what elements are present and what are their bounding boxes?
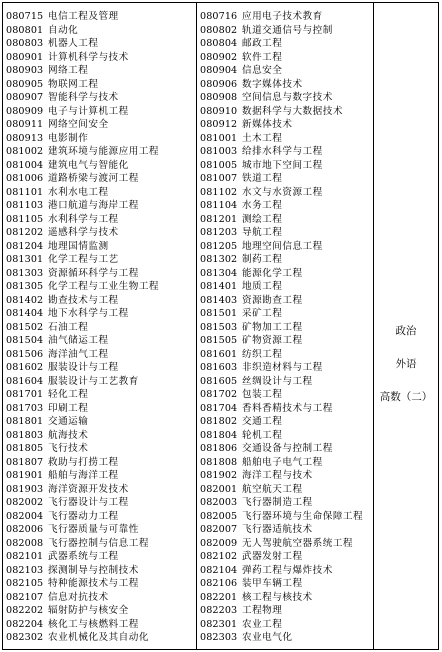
major-name: 电影制作 (48, 132, 89, 144)
major-row (197, 456, 373, 470)
major-column-right (197, 3, 374, 649)
major-row (197, 375, 373, 389)
major-name: 服装设计与工艺教育 (48, 375, 139, 387)
major-name: 电子与计算机工程 (48, 105, 129, 117)
major-row (3, 64, 196, 78)
major-name: 机器人工程 (48, 38, 99, 49)
major-row (197, 429, 373, 443)
major-code: 082201 (200, 591, 238, 603)
major-row (197, 78, 373, 92)
major-row (3, 402, 196, 416)
major-code: 082002 (6, 497, 44, 508)
major-code: 081703 (6, 402, 44, 414)
major-code: 082004 (6, 510, 44, 522)
major-code: 082101 (6, 551, 44, 562)
major-code: 082204 (6, 618, 44, 630)
major-row (197, 604, 373, 618)
major-code: 081001 (200, 132, 238, 144)
major-code: 080802 (200, 24, 238, 36)
major-name: 电信工程及管理 (48, 11, 119, 22)
major-code: 081002 (6, 146, 44, 157)
major-row (197, 267, 373, 281)
major-code: 081504 (6, 335, 44, 346)
major-code: 082102 (200, 551, 238, 562)
major-code: 080804 (200, 38, 238, 49)
major-code: 081603 (200, 362, 238, 373)
major-code: 081205 (200, 240, 238, 252)
major-name: 印刷工程 (48, 402, 89, 414)
exam-subjects (374, 321, 438, 420)
major-row (197, 564, 373, 578)
major-row (3, 294, 196, 308)
major-row (197, 280, 373, 294)
major-name: 农业工程 (242, 618, 283, 630)
major-name: 水利水电工程 (48, 186, 109, 198)
major-code: 081006 (6, 173, 44, 184)
major-code: 081604 (6, 375, 44, 387)
major-name: 地理空间信息工程 (242, 240, 323, 252)
major-name: 航空航天工程 (242, 483, 303, 495)
major-row (197, 523, 373, 537)
major-code: 081401 (200, 281, 238, 292)
major-row (3, 577, 196, 591)
major-row (197, 415, 373, 429)
major-name: 救助与打捞工程 (48, 456, 119, 468)
major-row (197, 618, 373, 632)
major-code: 081103 (6, 200, 44, 211)
major-row (197, 145, 373, 159)
major-name: 空间信息与数字技术 (242, 92, 333, 103)
major-code: 080909 (6, 105, 44, 117)
major-code: 081302 (200, 254, 238, 265)
major-code: 082301 (200, 618, 238, 630)
major-code: 081304 (200, 267, 238, 279)
major-row (197, 348, 373, 362)
major-name: 航海技术 (48, 429, 89, 441)
major-code: 080903 (6, 65, 44, 76)
major-code: 081203 (200, 227, 238, 238)
major-name: 飞行器环境与生命保障工程 (242, 510, 364, 522)
major-row (3, 550, 196, 564)
major-row (197, 510, 373, 524)
major-name: 工程物理 (242, 605, 283, 616)
major-row (3, 456, 196, 470)
major-code: 081805 (6, 443, 44, 454)
major-name: 农业机械化及其自动化 (48, 632, 149, 643)
major-row (3, 496, 196, 510)
major-code: 081101 (6, 186, 44, 198)
major-name: 无人驾驶航空器系统工程 (242, 537, 354, 549)
major-code: 081105 (6, 213, 44, 225)
major-code: 081506 (6, 348, 44, 360)
major-name: 勘查技术与工程 (48, 294, 119, 306)
major-row (197, 10, 373, 24)
major-name: 探测制导与控制技术 (48, 564, 139, 576)
major-name: 装甲车辆工程 (242, 578, 303, 589)
major-row (3, 253, 196, 267)
major-row (197, 132, 373, 146)
major-name: 交通工程 (242, 416, 283, 427)
major-name: 新媒体技术 (242, 119, 293, 130)
major-row (3, 591, 196, 605)
major-name: 软件工程 (242, 51, 283, 63)
major-name: 核工程与核技术 (242, 591, 313, 603)
major-name: 轻化工程 (48, 389, 89, 400)
major-row (3, 267, 196, 281)
major-row (3, 442, 196, 456)
major-name: 交通设备与控制工程 (242, 443, 333, 454)
major-row (197, 64, 373, 78)
major-code: 080801 (6, 24, 44, 36)
major-code: 080910 (200, 105, 238, 117)
major-row (3, 10, 196, 24)
major-code: 081201 (200, 213, 238, 225)
major-row (3, 199, 196, 213)
major-row (3, 415, 196, 429)
major-name: 自动化 (48, 24, 79, 36)
major-code: 081004 (6, 159, 44, 171)
major-name: 测绘工程 (242, 213, 283, 225)
major-code: 081804 (200, 429, 238, 441)
major-row (3, 159, 196, 173)
major-name: 海洋工程与技术 (242, 470, 313, 481)
major-column-left (3, 3, 197, 649)
major-code: 081802 (200, 416, 238, 427)
major-name: 资源循环科学与工程 (48, 267, 139, 279)
major-row (3, 118, 196, 132)
major-name: 遥感科学与技术 (48, 227, 119, 238)
major-code: 081102 (200, 186, 238, 198)
major-row (3, 631, 196, 645)
major-name: 轮机工程 (242, 429, 283, 441)
major-name: 石油工程 (48, 321, 89, 333)
major-name: 数字媒体技术 (242, 78, 303, 90)
major-code: 081202 (6, 227, 44, 238)
major-name: 邮政工程 (242, 38, 283, 49)
major-row (197, 159, 373, 173)
major-name: 导航工程 (242, 227, 283, 238)
major-code: 081007 (200, 173, 238, 184)
major-name: 弹药工程与爆炸技术 (242, 564, 333, 576)
major-name: 飞行器设计与工程 (48, 497, 129, 508)
major-code: 082104 (200, 564, 238, 576)
major-code: 081806 (200, 443, 238, 454)
major-name: 计算机科学与技术 (48, 51, 129, 63)
major-code: 081602 (6, 362, 44, 373)
major-row (197, 51, 373, 65)
major-row (3, 105, 196, 119)
major-code: 081501 (200, 308, 238, 319)
major-name: 纺织工程 (242, 348, 283, 360)
major-code: 082303 (200, 632, 238, 643)
major-name: 武器系统与工程 (48, 551, 119, 562)
major-name: 港口航道与海岸工程 (48, 200, 139, 211)
major-row (197, 631, 373, 645)
major-row (197, 199, 373, 213)
major-name: 地理国情监测 (48, 240, 109, 252)
major-code: 081204 (6, 240, 44, 252)
major-code: 080902 (200, 51, 238, 63)
major-row (197, 402, 373, 416)
major-row (3, 375, 196, 389)
major-name: 矿物加工工程 (242, 321, 303, 333)
major-name: 给排水科学与工程 (242, 146, 323, 157)
major-name: 飞行技术 (48, 443, 89, 454)
major-row (3, 388, 196, 402)
major-row (3, 523, 196, 537)
major-name: 制药工程 (242, 254, 283, 265)
major-code: 080901 (6, 51, 44, 63)
major-row (197, 240, 373, 254)
major-row (3, 483, 196, 497)
major-code: 082105 (6, 578, 44, 589)
major-row (3, 226, 196, 240)
major-name: 应用电子技术教育 (242, 11, 323, 22)
major-code: 080907 (6, 92, 44, 103)
major-name: 服装设计与工程 (48, 362, 119, 373)
major-code: 080912 (200, 119, 238, 130)
major-row (3, 604, 196, 618)
major-name: 非织造材料与工程 (242, 362, 323, 373)
major-row (3, 537, 196, 551)
major-name: 地下水科学与工程 (48, 308, 129, 319)
major-row (197, 469, 373, 483)
major-code: 081003 (200, 146, 238, 157)
major-name: 铁道工程 (242, 173, 283, 184)
major-name: 数据科学与大数据技术 (242, 105, 343, 117)
major-name: 特种能源技术与工程 (48, 578, 139, 589)
major-name: 飞行器质量与可靠性 (48, 524, 139, 535)
major-code: 082107 (6, 591, 44, 603)
major-row (197, 483, 373, 497)
major-name: 网络空间安全 (48, 119, 109, 130)
major-code: 081505 (200, 335, 238, 346)
major-code: 081404 (6, 308, 44, 319)
major-code: 081104 (200, 200, 238, 211)
major-table (2, 2, 439, 650)
major-row (197, 361, 373, 375)
major-name: 矿物资源工程 (242, 335, 303, 346)
subject-politics: 政治 (395, 325, 417, 337)
major-row (197, 91, 373, 105)
major-code: 081801 (6, 416, 44, 427)
major-row (3, 618, 196, 632)
major-code: 081704 (200, 402, 238, 414)
major-code: 081601 (200, 348, 238, 360)
major-code: 082003 (200, 497, 238, 508)
major-code: 082007 (200, 524, 238, 535)
major-name: 物联网工程 (48, 78, 99, 90)
major-code: 082103 (6, 564, 44, 576)
major-name: 轨道交通信号与控制 (242, 24, 333, 36)
major-code: 081803 (6, 429, 44, 441)
major-row (3, 91, 196, 105)
major-row (3, 172, 196, 186)
major-name: 海洋资源开发技术 (48, 483, 129, 495)
major-code: 081808 (200, 456, 238, 468)
major-name: 能源化学工程 (242, 267, 303, 279)
major-name: 资源勘查工程 (242, 294, 303, 306)
major-code: 081301 (6, 254, 44, 265)
major-name: 建筑电气与智能化 (48, 159, 129, 171)
major-row (3, 132, 196, 146)
major-code: 081903 (6, 483, 44, 495)
major-code: 081303 (6, 267, 44, 279)
major-code: 082009 (200, 537, 238, 549)
major-code: 082001 (200, 483, 238, 495)
major-row (3, 186, 196, 200)
major-name: 武器发射工程 (242, 551, 303, 562)
major-name: 辐射防护与核安全 (48, 605, 129, 616)
major-name: 水文与水资源工程 (242, 186, 323, 198)
major-name: 水务工程 (242, 200, 283, 211)
major-row (197, 550, 373, 564)
major-name: 交通运输 (48, 416, 89, 427)
major-code: 081503 (200, 321, 238, 333)
major-row (197, 537, 373, 551)
major-row (3, 429, 196, 443)
major-row (3, 78, 196, 92)
major-name: 土木工程 (242, 132, 283, 144)
major-code: 081005 (200, 159, 238, 171)
subject-advanced-math: 高数（二） (379, 391, 433, 403)
major-name: 农业电气化 (242, 632, 293, 643)
major-code: 080715 (6, 11, 44, 22)
major-code: 081502 (6, 321, 44, 333)
major-row (197, 577, 373, 591)
major-name: 水利科学与工程 (48, 213, 119, 225)
major-code: 080908 (200, 92, 238, 103)
major-code: 081305 (6, 281, 44, 292)
major-code: 082203 (200, 605, 238, 616)
major-name: 道路桥梁与渡河工程 (48, 173, 139, 184)
major-name: 丝绸设计与工程 (242, 375, 313, 387)
major-row (3, 334, 196, 348)
major-row (197, 213, 373, 227)
major-name: 智能科学与技术 (48, 92, 119, 103)
major-row (197, 24, 373, 38)
major-row (197, 321, 373, 335)
major-name: 城市地下空间工程 (242, 159, 323, 171)
major-code: 082106 (200, 578, 238, 589)
major-row (3, 321, 196, 335)
major-name: 飞行器动力工程 (48, 510, 119, 522)
major-name: 油气储运工程 (48, 335, 109, 346)
major-row (3, 24, 196, 38)
major-name: 网络工程 (48, 65, 89, 76)
major-code: 082006 (6, 524, 44, 535)
major-code: 080906 (200, 78, 238, 90)
major-row (3, 307, 196, 321)
major-code: 080911 (6, 119, 44, 130)
major-row (3, 37, 196, 51)
major-row (197, 105, 373, 119)
major-code: 081605 (200, 375, 238, 387)
major-name: 采矿工程 (242, 308, 283, 319)
major-row (3, 213, 196, 227)
major-code: 080913 (6, 132, 44, 144)
major-row (197, 118, 373, 132)
major-row (197, 388, 373, 402)
major-name: 船舶与海洋工程 (48, 470, 119, 481)
major-code: 081701 (6, 389, 44, 400)
major-row (3, 51, 196, 65)
major-name: 建筑环境与能源应用工程 (48, 146, 160, 157)
major-row (197, 591, 373, 605)
major-row (3, 280, 196, 294)
major-row (197, 442, 373, 456)
major-code: 082005 (200, 510, 238, 522)
major-name: 船舶电子电气工程 (242, 456, 323, 468)
major-row (3, 469, 196, 483)
major-row (3, 348, 196, 362)
major-code: 082302 (6, 632, 44, 643)
major-code: 080904 (200, 65, 238, 76)
major-name: 信息对抗技术 (48, 591, 109, 603)
major-code: 082008 (6, 537, 44, 549)
major-code: 081402 (6, 294, 44, 306)
major-name: 香料香精技术与工程 (242, 402, 333, 414)
major-row (197, 37, 373, 51)
major-row (3, 564, 196, 578)
major-code: 082202 (6, 605, 44, 616)
major-row (197, 307, 373, 321)
major-row (197, 253, 373, 267)
subject-foreign-language: 外语 (395, 358, 417, 370)
major-row (197, 334, 373, 348)
major-row (197, 294, 373, 308)
major-code: 081403 (200, 294, 238, 306)
major-row (197, 226, 373, 240)
major-row (3, 145, 196, 159)
exam-subjects-cell (374, 3, 438, 649)
major-name: 海洋油气工程 (48, 348, 109, 360)
major-name: 飞行器适航技术 (242, 524, 313, 535)
major-row (3, 240, 196, 254)
major-name: 飞行器制造工程 (242, 497, 313, 508)
major-code: 081902 (200, 470, 238, 481)
major-row (197, 496, 373, 510)
major-code: 080716 (200, 11, 238, 22)
major-name: 包装工程 (242, 389, 283, 400)
major-name: 飞行器控制与信息工程 (48, 537, 149, 549)
major-code: 081807 (6, 456, 44, 468)
major-name: 地质工程 (242, 281, 283, 292)
major-code: 081901 (6, 470, 44, 481)
major-code: 080803 (6, 38, 44, 49)
major-name: 化学工程与工业生物工程 (48, 281, 160, 292)
major-code: 081702 (200, 389, 238, 400)
major-name: 化学工程与工艺 (48, 254, 119, 265)
major-name: 核化工与核燃料工程 (48, 618, 139, 630)
major-row (197, 186, 373, 200)
major-row (3, 510, 196, 524)
major-code: 080905 (6, 78, 44, 90)
major-name: 信息安全 (242, 65, 283, 76)
major-row (3, 361, 196, 375)
major-row (197, 172, 373, 186)
